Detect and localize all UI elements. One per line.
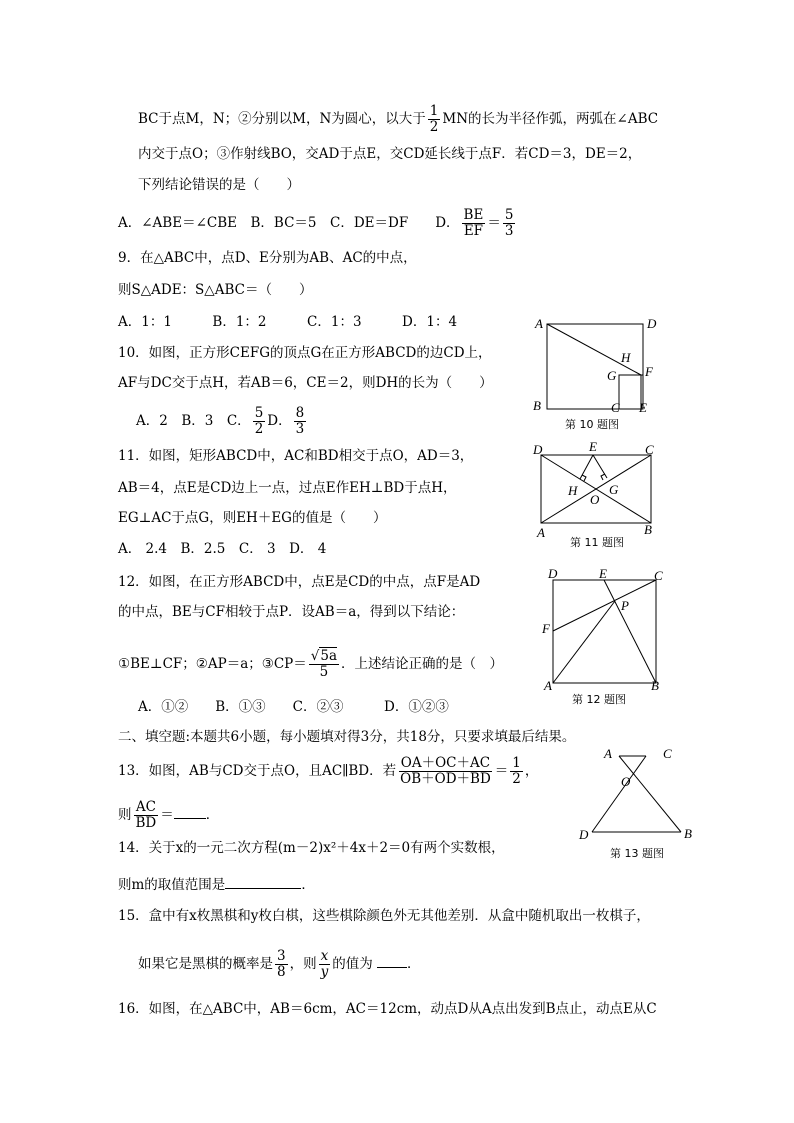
fig13-line-ab: [619, 756, 681, 832]
fig11-caption: 第 11 题图: [570, 536, 624, 549]
section2-header: 二、填空题:本题共6小题，每小题填对得3分，共18分，只要求填最后结果。: [118, 729, 576, 745]
fig13-label-o: O: [621, 774, 631, 789]
q13-line2: [118, 800, 219, 831]
q9-options: A．1：1 B．1：2 C．1：3 D．1：4: [118, 314, 458, 330]
q15-line1: 15．盒中有x枚黑棋和y枚白棋，这些棋除颜色外无其他差别．从盒中随机取出一枚棋子，: [118, 908, 650, 924]
q11-line3: EG⊥AC于点G，则EH＋EG的值是（ ）: [118, 510, 387, 526]
q8-opt-d-rfrac: [503, 208, 516, 239]
q15-xy-den: y: [320, 964, 329, 980]
fig10-square-cefg: [619, 375, 641, 409]
q13-half-num: 1: [512, 755, 521, 771]
q13-line2-b: ＝: [160, 807, 174, 823]
q15-line2-a: 如果它是黑棋的概率是: [138, 956, 273, 972]
q12-line3-a: ①BE⊥CF；②AP＝a；③CP＝: [118, 656, 307, 672]
q8-fraction: [428, 104, 441, 135]
fig12-label-e: E: [599, 566, 607, 581]
fig12-square: [553, 580, 656, 683]
q10-opt-c-num: 5: [254, 405, 264, 421]
q10-opt-d-num: 8: [295, 405, 305, 421]
fig11-label-b: B: [644, 522, 652, 537]
q10-line1: 10．如图，正方形CEFG的顶点G在正方形ABCD的边CD上，: [118, 345, 492, 361]
q13-half-den: 2: [512, 771, 521, 787]
fig13-label-b: B: [684, 826, 692, 841]
q15-line2: [138, 949, 421, 980]
figure-12: [538, 566, 678, 714]
q10-line2: AF与DC交于点H，若AB＝6，CE＝2，则DH的长为（ ）: [118, 375, 493, 391]
q13-ratio-den: OB＋OD＋BD: [400, 771, 491, 787]
q13-line1-a: 13．如图，AB与CD交于点O，且AC∥BD．若: [118, 763, 397, 779]
q15-line2-d: ．: [407, 956, 421, 972]
q14-line2: [118, 874, 315, 895]
q13-half-frac: [510, 756, 523, 787]
q8-options: [118, 208, 517, 239]
q8-line2: 内交于点O；③作射线BO，交AD于点E，交CD延长线于点F．若CD＝3，DE＝2，: [138, 146, 642, 162]
q8-frac-den: 2: [429, 119, 439, 135]
fig13-caption: 第 13 题图: [610, 847, 664, 860]
q10-opt-d-frac: [294, 406, 307, 437]
q8-text-a: BC于点M，N；②分别以M，N为圆心，以大于: [138, 111, 426, 127]
q9-line2: 则S△ADE：S△ABC＝（ ）: [118, 282, 313, 298]
fig11-label-h: H: [568, 483, 578, 498]
q13-acbd-frac: [134, 800, 159, 831]
fig10-label-d: D: [647, 316, 657, 331]
q15-line2-b: ，则: [289, 956, 317, 972]
q15-line2-c: 的值为: [332, 956, 373, 972]
q10-opt-d-den: 3: [295, 421, 305, 437]
q13-answer-blank[interactable]: [174, 804, 206, 819]
q14-line2-b: ．: [301, 877, 315, 893]
fig12-line-ap: [553, 601, 615, 683]
q16-line1: 16．如图，在△ABC中，AB＝6cm，AC＝12cm，动点D从A点出发到B点止，动点E从C: [118, 1001, 657, 1017]
q12-cp-frac: [309, 649, 339, 680]
q13-ratio-num: OA＋OC＋AC: [400, 755, 491, 771]
fig11-right-angle-h: [582, 475, 586, 481]
fig11-label-g: G: [609, 482, 619, 497]
q8-opt-d-rnum: 5: [504, 207, 514, 223]
q8-opt-d-frac: [462, 208, 486, 239]
fig10-label-e: E: [639, 400, 647, 415]
q11-options: A． 2.4 B．2.5 C． 3 D． 4: [118, 541, 327, 557]
figure-10: [525, 312, 665, 432]
q8-line1: [138, 104, 658, 135]
fig12-label-b: B: [651, 678, 659, 693]
q8-frac-num: 1: [429, 103, 439, 119]
q13-eq: ＝: [494, 763, 509, 779]
fig10-label-c: C: [611, 400, 620, 415]
fig11-label-e: E: [589, 439, 597, 454]
fig13-label-c: C: [663, 746, 672, 761]
fig11-label-a: A: [537, 525, 545, 540]
q12-line3-b: ．上述结论正确的是（ ）: [341, 656, 504, 672]
q12-options: A．①② B．①③ C．②③ D．①②③: [138, 699, 449, 715]
q11-line2: AB＝4，点E是CD边上一点，过点E作EH⊥BD于点H，: [118, 480, 457, 496]
q11-line1: 11．如图，矩形ABCD中，AC和BD相交于点O，AD＝3，: [118, 448, 474, 464]
fig12-label-f: F: [542, 621, 550, 636]
q8-text-b: MN的长为半径作弧，两弧在∠ABC: [442, 111, 659, 127]
q12-cp-den: 5: [319, 664, 329, 680]
fig10-label-g: G: [607, 368, 617, 383]
fig11-label-c: C: [645, 442, 654, 457]
q13-acbd-den: BD: [135, 815, 157, 831]
q10-options: [136, 406, 308, 437]
q8-opt-d-num: BE: [463, 207, 484, 223]
q8-opt-d-eq: ＝: [487, 215, 501, 231]
q8-line3: 下列结论错误的是（ ）: [138, 177, 300, 193]
q13-line1: [118, 756, 538, 787]
fig10-square-abcd: [547, 324, 643, 409]
q8-opt-d-rden: 3: [504, 223, 514, 239]
q13-acbd-num: AC: [135, 799, 156, 815]
fig13-line-cd: [592, 756, 646, 832]
q13-line2-a: 则: [118, 807, 132, 823]
fig12-label-p: P: [621, 598, 629, 613]
q13-ratio-frac: [398, 756, 493, 787]
q13-line1-b: ，: [524, 763, 539, 779]
fig12-label-d: D: [548, 566, 558, 581]
q12-cp-num: √5a: [310, 648, 338, 664]
figure-13: [575, 740, 700, 865]
fig11-label-o: O: [590, 492, 600, 507]
q15-prob-den: 8: [277, 964, 286, 980]
q14-answer-blank[interactable]: [225, 874, 301, 889]
q8-opt-d-den: EF: [463, 223, 484, 239]
fig10-label-f: F: [645, 364, 653, 379]
q10-options-b: D．: [267, 413, 292, 429]
fig10-label-a: A: [535, 316, 543, 331]
fig12-label-c: C: [654, 568, 663, 583]
q12-line1: 12．如图，在正方形ABCD中，点E是CD的中点，点F是AD: [118, 574, 481, 590]
fig10-label-b: B: [533, 398, 541, 413]
q10-options-a: A．2 B．3 C．: [136, 413, 251, 429]
fig12-line-be: [604, 580, 656, 683]
q15-prob-frac: [275, 949, 288, 980]
fig10-caption: 第 10 题图: [565, 418, 619, 431]
q12-cp-num-radicand: 5a: [320, 648, 338, 664]
q9-line1: 9．在△ABC中，点D、E分别为AB、AC的中点，: [118, 250, 417, 266]
fig12-line-cf: [553, 580, 656, 631]
fig10-label-h: H: [621, 350, 631, 365]
q15-xy-frac: [319, 949, 331, 980]
fig12-caption: 第 12 题图: [572, 693, 626, 706]
fig12-label-a: A: [544, 678, 552, 693]
q12-line2: 的中点，BE与CF相较于点P．设AB＝a，得到以下结论：: [118, 604, 465, 620]
q12-line3: [118, 649, 503, 680]
figure-11: [530, 438, 670, 556]
fig11-label-d: D: [533, 442, 543, 457]
fig11-right-angle-g: [601, 474, 605, 480]
q14-line1: 14．关于x的一元二次方程(m－2)x²＋4x＋2＝0有两个实数根，: [118, 840, 505, 856]
q15-answer-blank[interactable]: [377, 953, 407, 968]
q13-line2-c: ．: [205, 807, 220, 823]
q15-xy-num: x: [320, 948, 329, 964]
q8-options-text: A．∠ABE＝∠CBE B．BC＝5 C．DE＝DF D．: [118, 215, 460, 231]
q10-opt-c-frac: [253, 406, 266, 437]
q15-prob-num: 3: [277, 948, 286, 964]
fig13-label-a: A: [604, 746, 612, 761]
q14-line2-a: 则m的取值范围是: [118, 877, 226, 893]
fig13-label-d: D: [579, 827, 589, 842]
q10-opt-c-den: 2: [254, 421, 264, 437]
